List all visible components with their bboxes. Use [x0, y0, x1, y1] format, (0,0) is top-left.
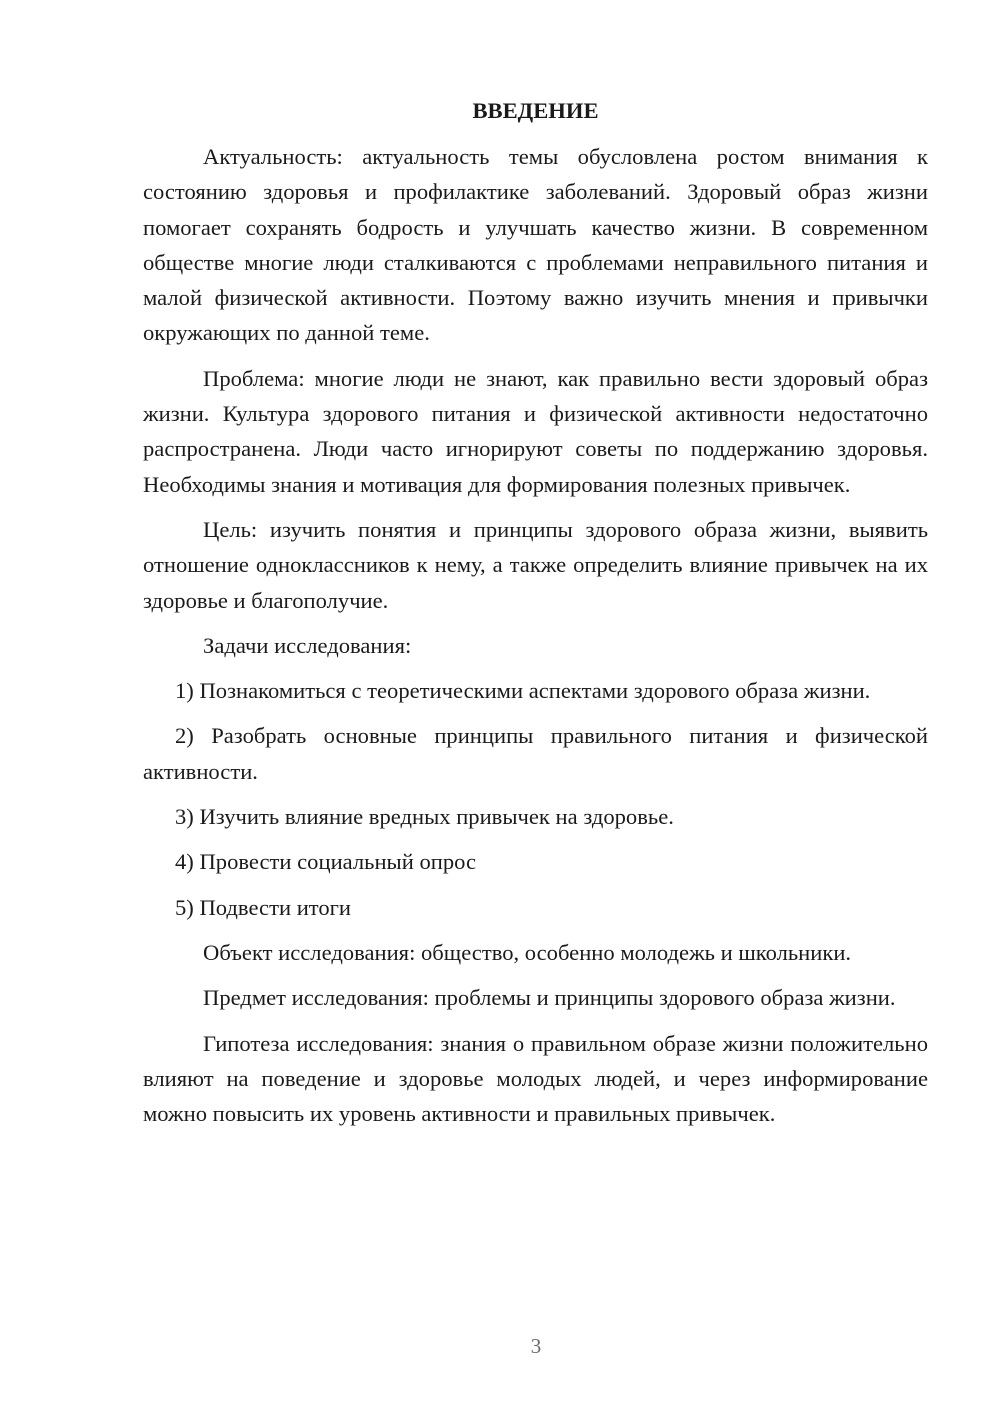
document-body	[143, 96, 928, 1141]
problem-paragraph: Проблема: многие люди не знают, как правильно вести здоровый образ жизни. Культура здорового питания и физической активности недостаточно распространена. Люди часто игнорируют советы по поддержанию здоровья. Необходимы знания и мотивация для формирования полезных привычек.	[143, 365, 928, 497]
relevance-paragraph: Актуальность: актуальность темы обусловлена ростом внимания к состоянию здоровья и профилактике заболеваний. Здоровый образ жизни помогает сохранять бодрость и улучшать качество жизни. В современном обществе многие люди сталкиваются с проблемами неправильного питания и малой физической активности. Поэтому важно изучить мнения и привычки окружающих по данной теме.	[143, 144, 928, 346]
goal-paragraph: Цель: изучить понятия и принципы здорового образа жизни, выявить отношение одноклассников к нему, а также определить влияние привычек на их здоровье и благополучие.	[143, 516, 928, 613]
task-item-2: 2) Разобрать основные принципы правильного питания и физической активности.	[143, 723, 928, 784]
task-item-4: 4) Провести социальный опрос	[175, 849, 477, 875]
object-paragraph: Объект исследования: общество, особенно молодежь и школьники.	[203, 939, 852, 965]
task-item-1: 1) Познакомиться с теоретическими аспектами здорового образа жизни.	[175, 678, 871, 704]
tasks-heading: Задачи исследования:	[203, 632, 412, 658]
subject-paragraph: Предмет исследования: проблемы и принципы здорового образа жизни.	[203, 985, 896, 1011]
page-number: 3	[530, 1334, 542, 1358]
task-item-3: 3) Изучить влияние вредных привычек на здоровье.	[175, 804, 674, 830]
section-title: ВВЕДЕНИЕ	[472, 98, 599, 123]
task-item-5: 5) Подвести итоги	[175, 894, 352, 920]
hypothesis-paragraph: Гипотеза исследования: знания о правильном образе жизни положительно влияют на поведение и здоровье молодых людей, и через информирование можно повысить их уровень активности и правильных привычек.	[143, 1030, 928, 1127]
